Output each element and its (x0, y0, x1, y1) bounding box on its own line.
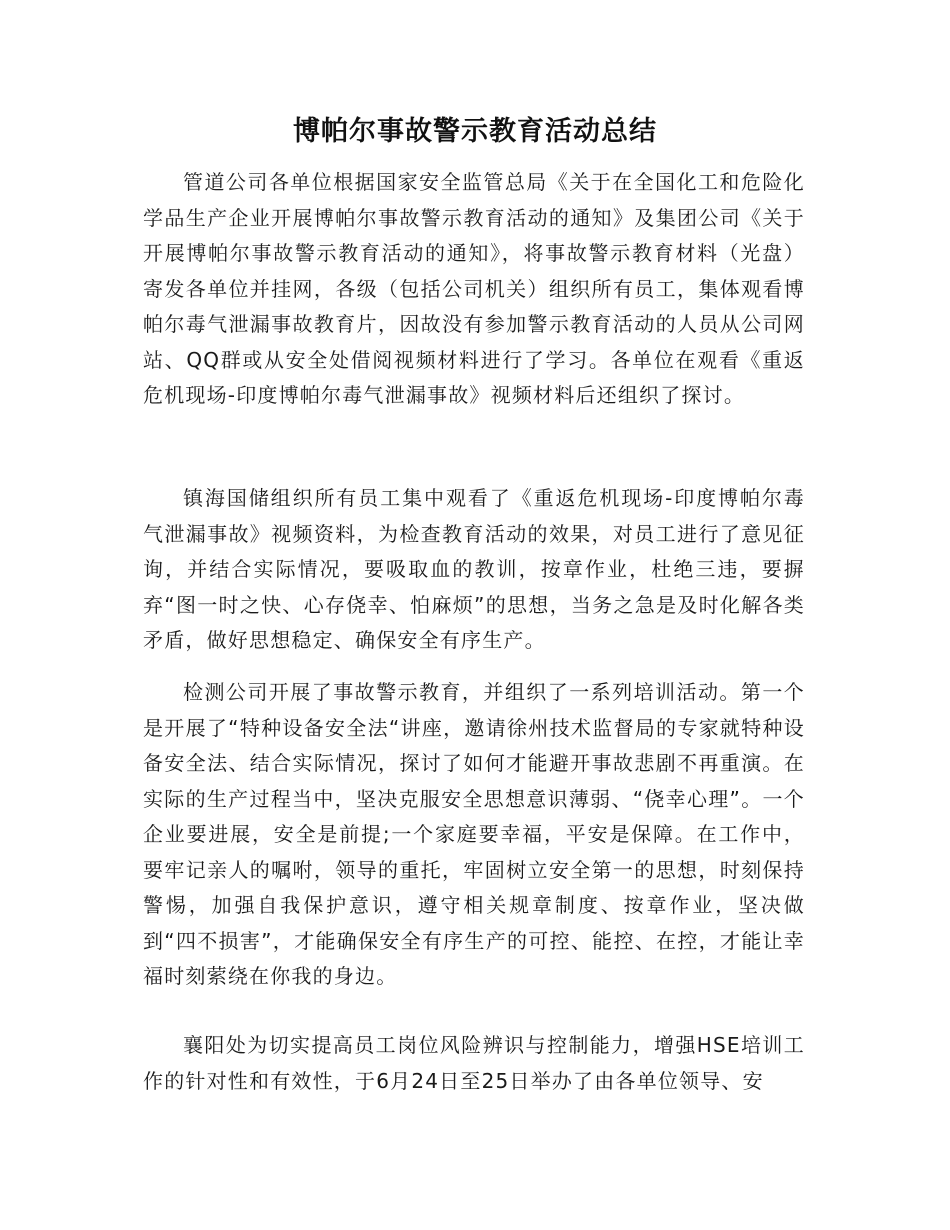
paragraph-3: 检测公司开展了事故警示教育，并组织了一系列培训活动。第一个是开展了“特种设备安全法“讲座，邀请徐州技术监督局的专家就特种设备安全法、结合实际情况，探讨了如何才能避开事故悲剧不再重演。在实际的生产过程当中，坚决克服安全思想意识薄弱、“侥幸心理”。一个企业要进展，安全是前提;一个家庭要幸福，平安是保障。在工作中，要牢记亲人的嘱咐，领导的重托，牢固树立安全第一的思想，时刻保持警惕，加强自我保护意识，遵守相关规章制度、按章作业，坚决做到“四不损害”，才能确保安全有序生产的可控、能控、在控，才能让幸福时刻萦绕在你我的身边。 (143, 680, 805, 988)
paragraph-1: 管道公司各单位根据国家安全监管总局《关于在全国化工和危险化学品生产企业开展博帕尔事故警示教育活动的通知》及集团公司《关于开展博帕尔事故警示教育活动的通知》，将事故警示教育材料（光盘）寄发各单位并挂网，各级（包括公司机关）组织所有员工，集体观看博帕尔毒气泄漏事故教育片，因故没有参加警示教育活动的人员从公司网站、QQ群或从安全处借阅视频材料进行了学习。各单位在观看《重返危机现场-印度博帕尔毒气泄漏事故》视频材料后还组织了探讨。 (143, 170, 805, 407)
paragraph-4: 襄阳处为切实提高员工岗位风险辨识与控制能力，增强HSE培训工作的针对性和有效性，于6月24日至25日举办了由各单位领导、安 (143, 1033, 805, 1093)
document-title: 博帕尔事故警示教育活动总结 (293, 116, 657, 147)
paragraph-2: 镇海国储组织所有员工集中观看了《重返危机现场-印度博帕尔毒气泄漏事故》视频资料，为检查教育活动的效果，对员工进行了意见征询，并结合实际情况，要吸取血的教训，按章作业，杜绝三违，要摒弃“图一时之快、心存侥幸、怕麻烦”的思想，当务之急是及时化解各类矛盾，做好思想稳定、确保安全有序生产。 (143, 486, 805, 652)
